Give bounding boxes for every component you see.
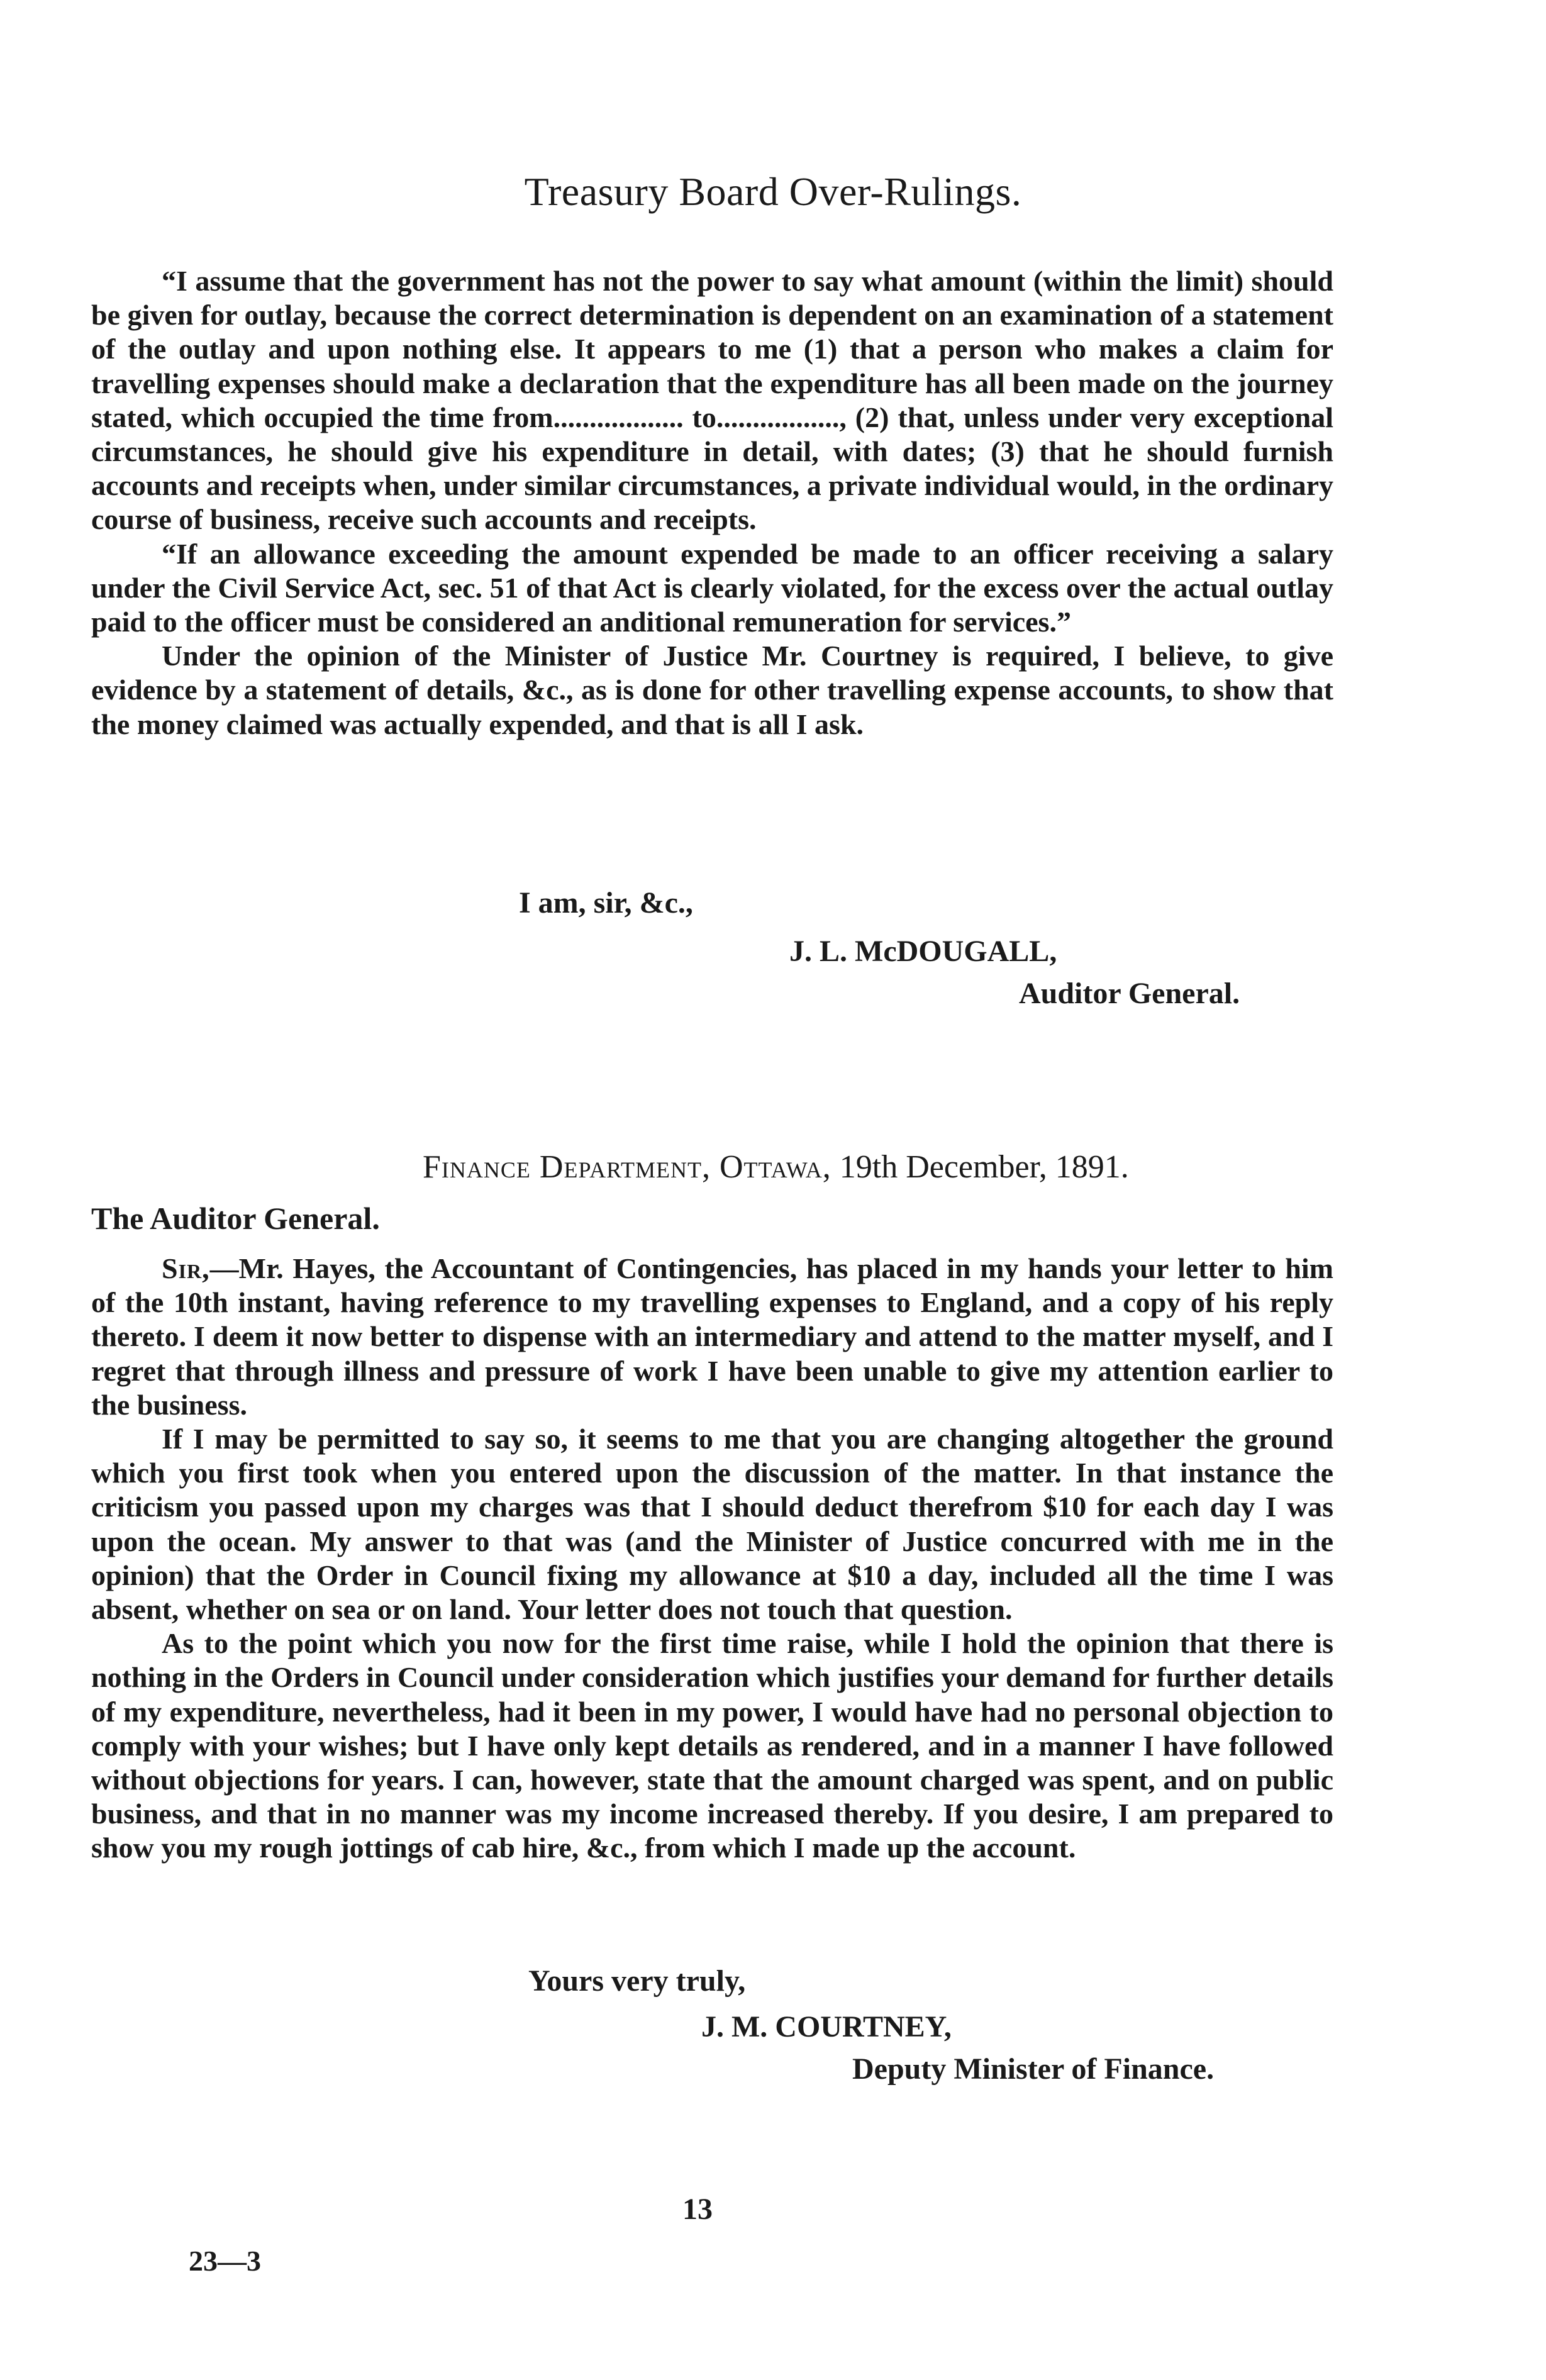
- first-letter-paragraph: “If an allowance exceeding the amount expended be made to an officer receiving a salary under the Civil Service Act, sec. 51 of that Act is clearly violated, for the excess over the actual outlay paid to the officer must be considered an anditional remuneration for services.”: [91, 537, 1333, 638]
- running-head: Treasury Board Over-Rulings.: [524, 169, 1022, 214]
- second-letter-closing: Yours very truly,: [528, 1964, 746, 1998]
- first-letter-body: [91, 264, 1333, 742]
- first-letter-signer-title: Auditor General.: [1019, 977, 1240, 1010]
- second-letter-paragraph: As to the point which you now for the first time raise, while I hold the opinion that there is nothing in the Orders in Council under consideration which justifies your demand for further details of my expenditure, nevertheless, had it been in my power, I would have had no personal objection to comply with your wishes; but I have only kept details as rendered, and in a manner I have followed without objections for years. I can, however, state that the amount charged was spent, and on public business, and that in no manner was my income increased thereby. If you desire, I am prepared to show you my rough jottings of cab hire, &c., from which I made up the account.: [91, 1627, 1333, 1864]
- addressee: The Auditor General.: [91, 1201, 380, 1236]
- dept-line: Finance Department, Ottawa,: [423, 1149, 831, 1185]
- salutation-text: —Mr. Hayes, the Accountant of Contingencies, has placed in my hands your letter to him of the 10th instant, having reference to my travelling expenses to England, and a copy of his reply thereto. I deem it now better to dispense with an intermediary and attend to the matter myself, and I regret that through illness and pressure of work I have been unable to give my attention earlier to the business.: [91, 1252, 1333, 1421]
- signature-mark: 23—3: [189, 2245, 261, 2277]
- first-letter-signer-name: J. L. McDOUGALL,: [789, 935, 1057, 968]
- second-letter-paragraph: [91, 1252, 1333, 1422]
- dateline: [423, 1148, 1129, 1186]
- second-letter-signer-title: Deputy Minister of Finance.: [852, 2052, 1215, 2086]
- first-letter-paragraph: Under the opinion of the Minister of Justice Mr. Courtney is required, I believe, to give evidence by a statement of details, &c., as is done for other travelling expense accounts, to show that the money claimed was actually expended, and that is all I ask.: [91, 640, 1333, 740]
- first-letter-paragraph: “I assume that the government has not the power to say what amount (within the limit) should be given for outlay, because the correct determination is dependent on an examination of a statement of the outlay and upon nothing else. It appears to me (1) that a person who makes a claim for travelling expenses should make a declaration that the expenditure has all been made on the journey stated, which occupied the time from.................. to................., (2) that, unless under very exceptional circumstances, he should give his expenditure in detail, with dates; (3) that he should furnish accounts and receipts when, under similar circumstances, a private individual would, in the ordinary course of business, receive such accounts and receipts.: [91, 265, 1333, 536]
- second-letter-paragraph: If I may be permitted to say so, it seems to me that you are changing altogether the ground which you first took when you entered upon the discussion of the matter. In that instance the criticism you passed upon my charges was that I should deduct therefrom $10 for each day I was upon the ocean. My answer to that was (and the Minister of Justice concurred with me in the opinion) that the Order in Council fixing my allowance at $10 a day, included all the time I was absent, whether on sea or on land. Your letter does not touch that question.: [91, 1423, 1333, 1626]
- salutation: Sir,: [162, 1252, 210, 1284]
- first-letter-closing: I am, sir, &c.,: [519, 886, 693, 920]
- second-letter-signer-name: J. M. COURTNEY,: [701, 2010, 952, 2044]
- page-number: 13: [682, 2193, 713, 2226]
- second-letter-body: [91, 1252, 1333, 1866]
- letter-date: 19th December, 1891.: [839, 1149, 1129, 1185]
